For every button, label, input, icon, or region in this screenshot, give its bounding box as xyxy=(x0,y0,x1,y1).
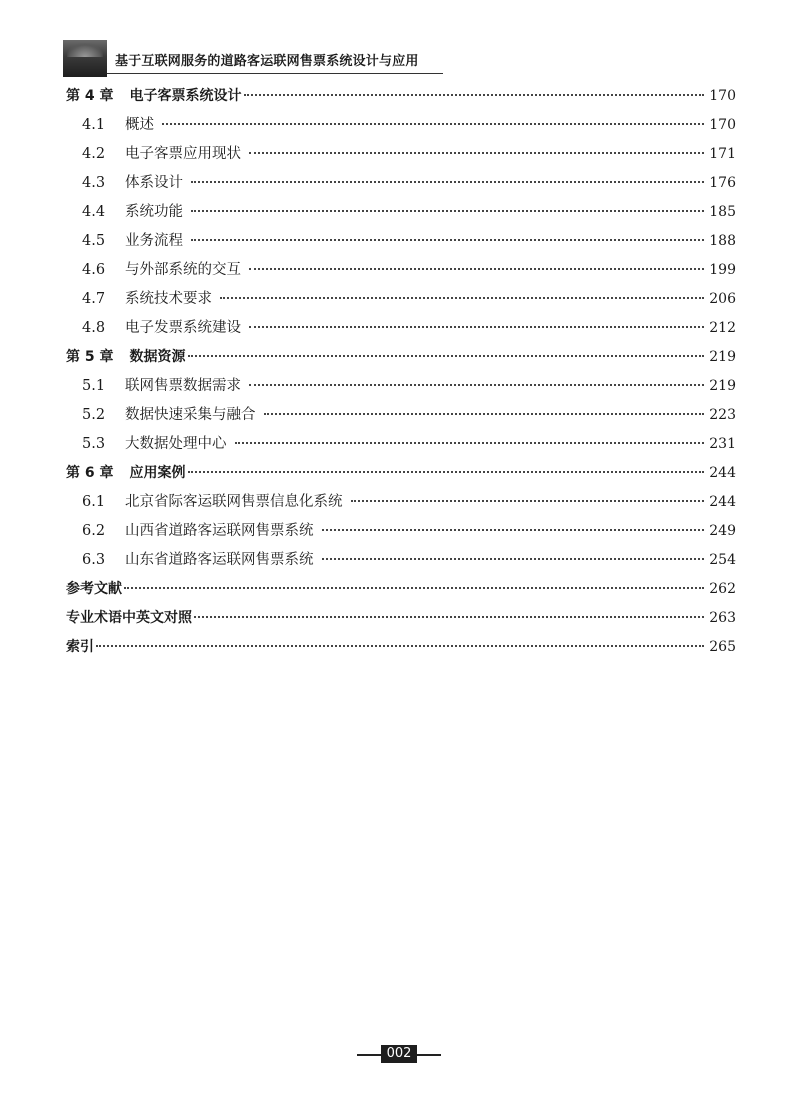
toc-chapter-4[interactable] xyxy=(66,82,736,111)
page-number: 249 xyxy=(709,523,736,539)
dot-leader xyxy=(188,470,705,473)
toc-section-4-1[interactable] xyxy=(66,111,736,140)
section-title: 山东省道路客运联网售票系统 xyxy=(125,552,314,568)
dot-leader xyxy=(322,528,705,531)
dot-leader xyxy=(162,122,704,125)
header-decoration xyxy=(63,40,107,77)
header-rule xyxy=(107,73,443,74)
section-number: 5.1 xyxy=(82,378,106,394)
dot-leader xyxy=(249,325,704,328)
toc-index[interactable] xyxy=(66,633,736,662)
page-number: 223 xyxy=(709,407,736,423)
page-number: 244 xyxy=(709,494,736,510)
section-title: 电子发票系统建设 xyxy=(125,320,241,336)
book-title: 基于互联网服务的道路客运联网售票系统设计与应用 xyxy=(115,54,419,69)
section-title: 体系设计 xyxy=(125,175,183,191)
chapter-number: 第 4 章 xyxy=(66,88,114,104)
toc-section-6-1[interactable] xyxy=(66,488,736,517)
toc-section-4-5[interactable] xyxy=(66,227,736,256)
section-number: 6.3 xyxy=(82,552,106,568)
page-number: 170 xyxy=(709,88,736,104)
dot-leader xyxy=(249,383,704,386)
toc-section-6-3[interactable] xyxy=(66,546,736,575)
section-title: 系统技术要求 xyxy=(125,291,212,307)
dot-leader xyxy=(235,441,705,444)
page-number: 263 xyxy=(709,610,736,626)
dot-leader xyxy=(264,412,705,415)
dot-leader xyxy=(244,93,705,96)
page-number: 176 xyxy=(709,175,736,191)
chapter-title: 索引 xyxy=(66,639,94,655)
dot-leader xyxy=(249,267,704,270)
section-number: 4.5 xyxy=(82,233,106,249)
section-title: 电子客票应用现状 xyxy=(125,146,241,162)
dot-leader xyxy=(194,615,704,618)
chapter-title: 电子客票系统设计 xyxy=(129,88,242,104)
page-number: 265 xyxy=(709,639,736,655)
page-number: 254 xyxy=(709,552,736,568)
dot-leader xyxy=(249,151,704,154)
chapter-number: 第 6 章 xyxy=(66,465,114,481)
chapter-title: 参考文献 xyxy=(66,581,122,597)
toc-references[interactable] xyxy=(66,575,736,604)
chapter-title: 专业术语中英文对照 xyxy=(66,610,192,626)
page-number: 171 xyxy=(709,146,736,162)
section-title: 概述 xyxy=(125,117,154,133)
toc-section-4-3[interactable] xyxy=(66,169,736,198)
dot-leader xyxy=(191,209,704,212)
section-title: 北京省际客运联网售票信息化系统 xyxy=(125,494,343,510)
page-number: 206 xyxy=(709,291,736,307)
toc-section-4-8[interactable] xyxy=(66,314,736,343)
chapter-title: 应用案例 xyxy=(129,465,186,481)
section-number: 4.6 xyxy=(82,262,106,278)
dot-leader xyxy=(351,499,705,502)
page-number: 219 xyxy=(709,349,736,365)
section-number: 4.4 xyxy=(82,204,106,220)
table-of-contents xyxy=(66,82,736,662)
dot-leader xyxy=(124,586,704,589)
section-title: 山西省道路客运联网售票系统 xyxy=(125,523,314,539)
toc-chapter-6[interactable] xyxy=(66,459,736,488)
page-number: 212 xyxy=(709,320,736,336)
dot-leader xyxy=(220,296,704,299)
section-number: 5.3 xyxy=(82,436,106,452)
toc-section-4-6[interactable] xyxy=(66,256,736,285)
page-footer xyxy=(0,1044,790,1064)
chapter-number: 第 5 章 xyxy=(66,349,114,365)
toc-chapter-5[interactable] xyxy=(66,343,736,372)
section-number: 4.3 xyxy=(82,175,106,191)
toc-section-5-2[interactable] xyxy=(66,401,736,430)
toc-section-4-4[interactable] xyxy=(66,198,736,227)
section-title: 系统功能 xyxy=(125,204,183,220)
section-number: 4.8 xyxy=(82,320,106,336)
section-title: 与外部系统的交互 xyxy=(125,262,241,278)
section-number: 6.2 xyxy=(82,523,106,539)
dot-leader xyxy=(322,557,705,560)
section-number: 4.1 xyxy=(82,117,106,133)
section-title: 联网售票数据需求 xyxy=(125,378,241,394)
section-number: 4.2 xyxy=(82,146,106,162)
page-number: 219 xyxy=(709,378,736,394)
page-number: 244 xyxy=(709,465,736,481)
page-number: 185 xyxy=(709,204,736,220)
toc-section-6-2[interactable] xyxy=(66,517,736,546)
toc-section-5-1[interactable] xyxy=(66,372,736,401)
section-number: 6.1 xyxy=(82,494,106,510)
running-header xyxy=(63,40,443,78)
toc-glossary[interactable] xyxy=(66,604,736,633)
section-number: 5.2 xyxy=(82,407,106,423)
footer-rule-left xyxy=(357,1054,381,1056)
folio: 002 xyxy=(381,1045,417,1063)
page-number: 170 xyxy=(709,117,736,133)
page-number: 199 xyxy=(709,262,736,278)
chapter-title: 数据资源 xyxy=(129,349,186,365)
page-number: 231 xyxy=(709,436,736,452)
dot-leader xyxy=(191,180,704,183)
footer-rule-right xyxy=(417,1054,441,1056)
section-title: 数据快速采集与融合 xyxy=(125,407,256,423)
dot-leader xyxy=(96,644,704,647)
toc-section-4-7[interactable] xyxy=(66,285,736,314)
section-title: 业务流程 xyxy=(125,233,183,249)
dot-leader xyxy=(188,354,705,357)
section-title: 大数据处理中心 xyxy=(125,436,227,452)
toc-section-5-3[interactable] xyxy=(66,430,736,459)
dot-leader xyxy=(191,238,704,241)
page-number: 188 xyxy=(709,233,736,249)
section-number: 4.7 xyxy=(82,291,106,307)
toc-section-4-2[interactable] xyxy=(66,140,736,169)
page-number: 262 xyxy=(709,581,736,597)
